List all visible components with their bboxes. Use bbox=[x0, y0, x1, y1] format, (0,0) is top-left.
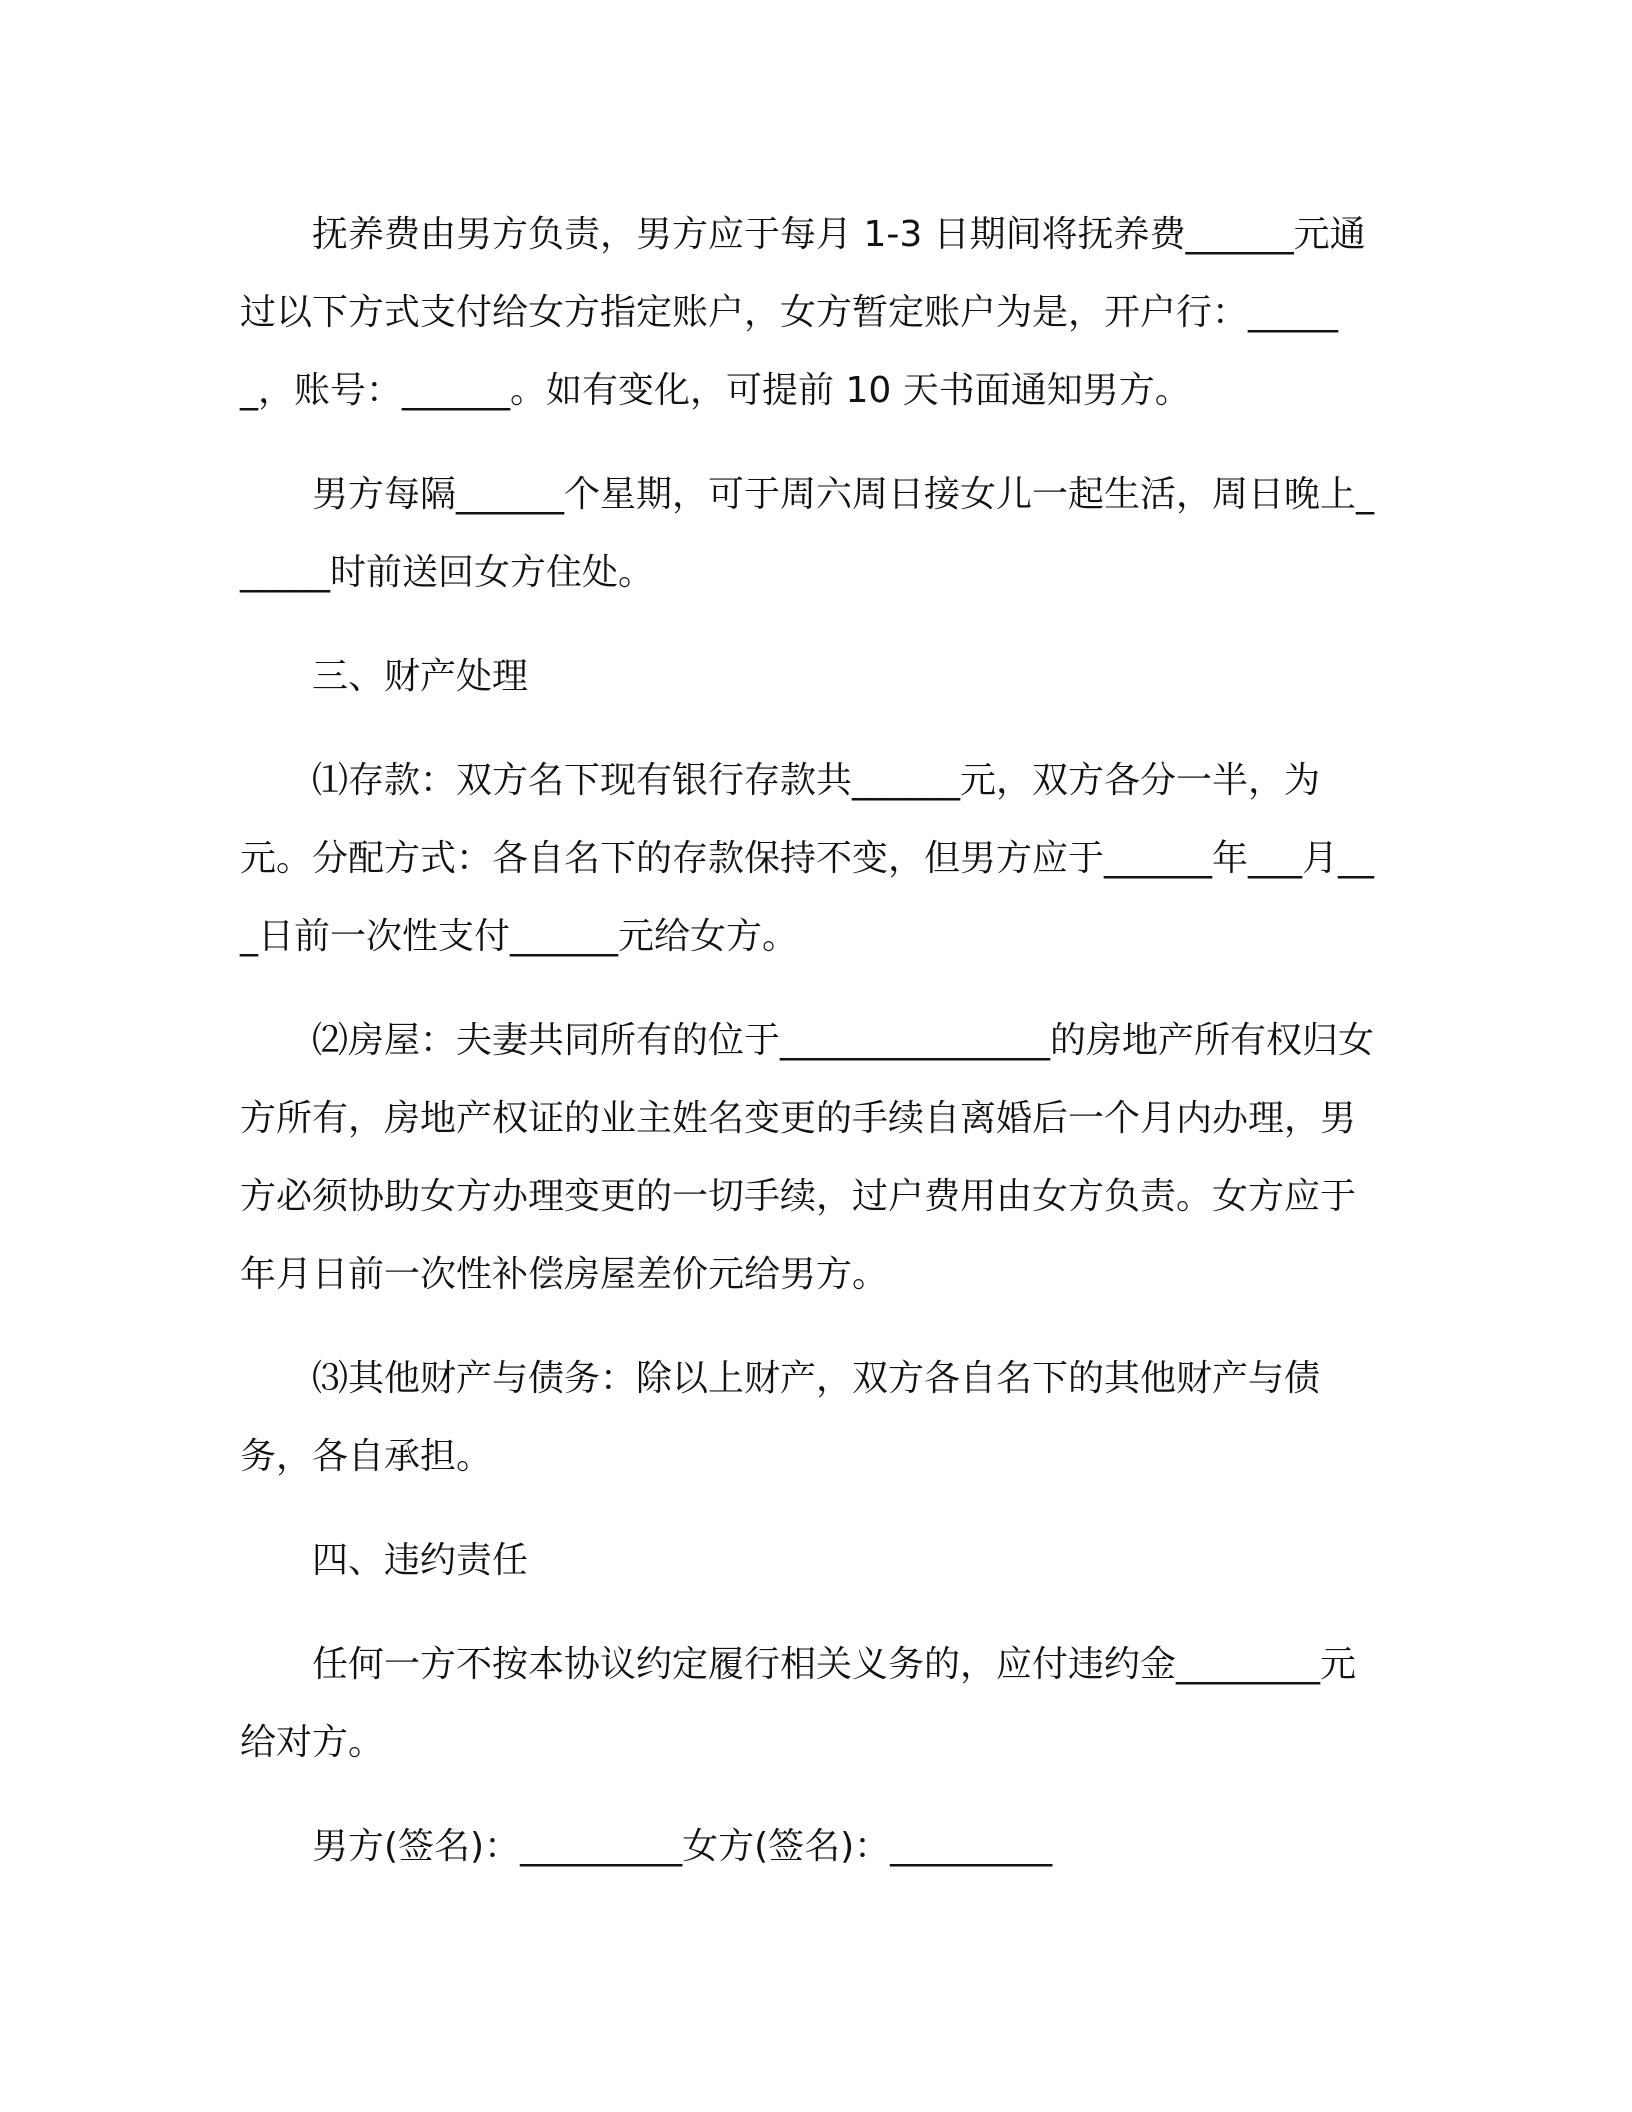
signature-line: 男方(签名)：_________女方(签名)：_________ bbox=[312, 1826, 1053, 1867]
paragraph-penalty: 任何一方不按本协议约定履行相关义务的，应付违约金________元给对方。 bbox=[240, 1644, 1357, 1763]
section-heading-property: 三、财产处理 bbox=[312, 656, 529, 697]
paragraph-other-property-debts: ⑶其他财产与债务：除以上财产，双方各自名下的其他财产与债务，各自承担。 bbox=[240, 1358, 1321, 1477]
section-heading-breach: 四、违约责任 bbox=[312, 1540, 529, 1581]
document-page bbox=[240, 196, 1388, 1912]
paragraph-child-support-payment: 抚养费由男方负责，男方应于每月 1-3 日期间将抚养费______元通过以下方式支付给女方指定账户，女方暂定账户为是，开户行：______，账号：______。如有变化，可提前 10 天书面通知男方。 bbox=[240, 214, 1366, 411]
paragraph-house: ⑵房屋：夫妻共同所有的位于_______________的房地产所有权归女方所有，房地产权证的业主姓名变更的手续自离婚后一个月内办理，男方必须协助女方办理变更的一切手续，过户费用由女方负责。女方应于年月日前一次性补偿房屋差价元给男方。 bbox=[240, 1020, 1375, 1295]
paragraph-savings: ⑴存款：双方名下现有银行存款共______元，双方各分一半，为元。分配方式：各自名下的存款保持不变，但男方应于______年___月___日前一次性支付______元给女方。 bbox=[240, 760, 1375, 957]
paragraph-visitation: 男方每隔______个星期，可于周六周日接女儿一起生活，周日晚上______时前送回女方住处。 bbox=[240, 474, 1375, 593]
